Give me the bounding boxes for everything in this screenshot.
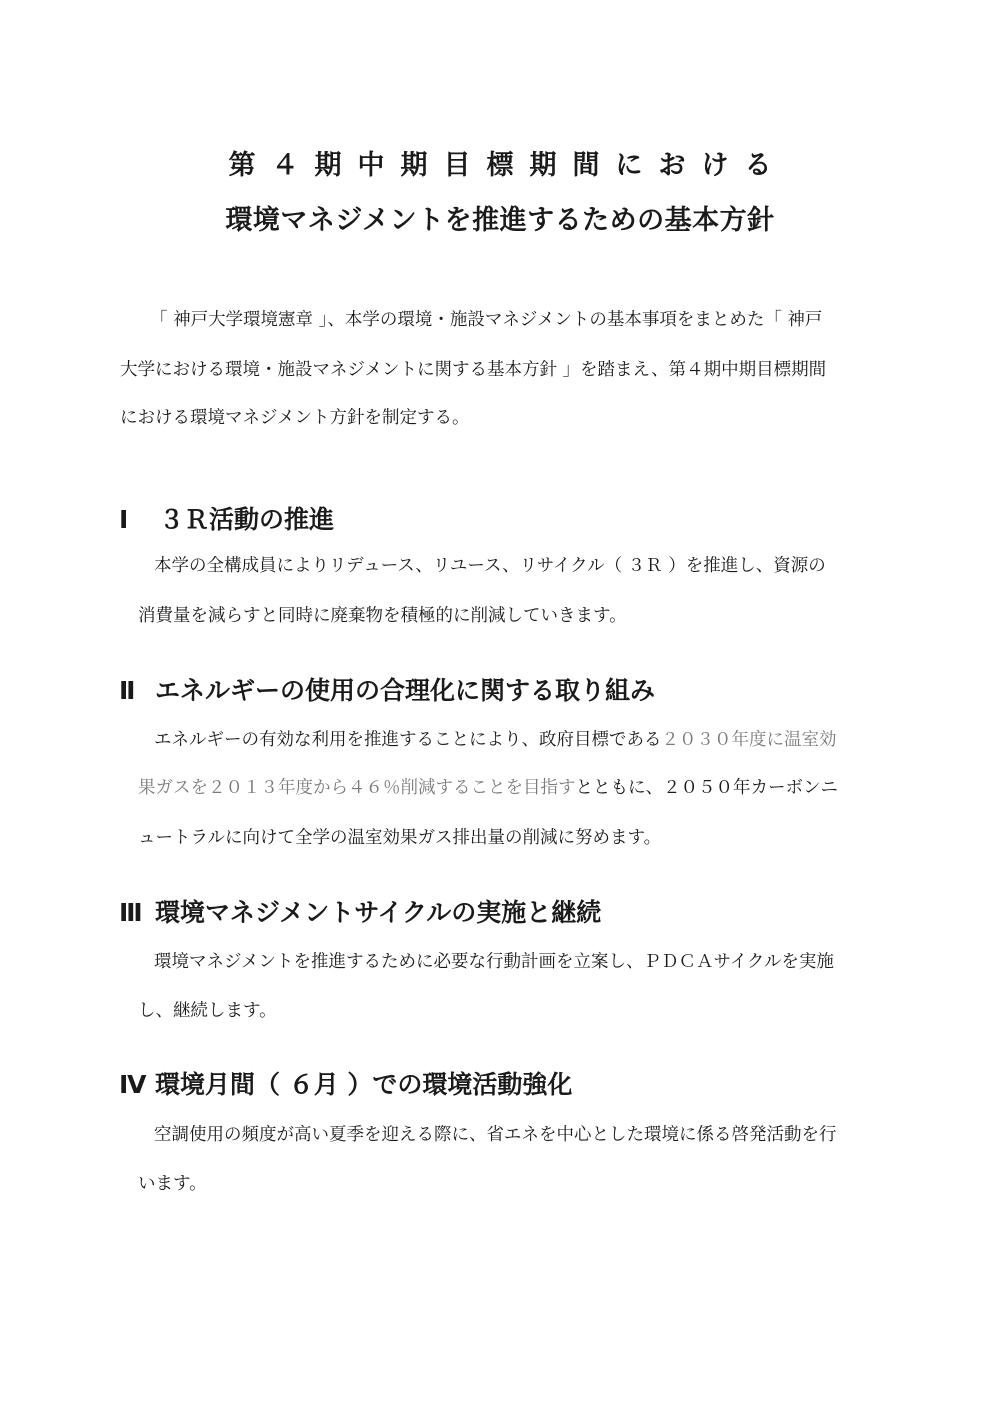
section-3-title: 環境マネジメントサイクルの実施と継続 <box>155 898 602 927</box>
section-4-number: Ⅳ <box>119 1070 147 1099</box>
intro-line-2: 大学における環境・施設マネジメントに関する基本方針 」を踏まえ、第４期中期目標期間 <box>120 360 827 380</box>
section-2-line-1-part-a: エネルギーの有効な利用を推進することにより、政府目標である <box>154 730 662 750</box>
section-4-line-1: 空調使用の頻度が高い夏季を迎える際に、省エネを中心とした環境に係る啓発活動を行 <box>154 1125 837 1145</box>
section-2-heading <box>119 676 655 706</box>
intro-line-3: における環境マネジメント方針を制定する。 <box>120 408 470 428</box>
section-2-line-2 <box>138 778 838 798</box>
section-2-line-3: ュートラルに向けて全学の温室効果ガス排出量の削減に努めます。 <box>138 828 662 848</box>
section-3-number: Ⅲ <box>119 898 143 927</box>
section-2-number: Ⅱ <box>119 676 136 705</box>
section-3-line-2: し、継続します。 <box>138 1001 277 1021</box>
title-line-1: 第４期中期目標期間における <box>228 150 788 181</box>
section-2-line-1-part-b: ２０３０年度に温室効 <box>661 730 837 750</box>
section-1-title: ３Ｒ活動の推進 <box>159 505 335 534</box>
section-2-line-1 <box>154 730 837 750</box>
section-3-line-1: 環境マネジメントを推進するために必要な行動計画を立案し、ＰＤＣＡサイクルを実施 <box>154 952 834 972</box>
section-2-line-2-part-b: とともに、２０５０年カーボンニ <box>575 778 838 798</box>
title-line-2: 環境マネジメントを推進するための基本方針 <box>225 205 775 236</box>
section-1-number: Ⅰ <box>119 505 129 534</box>
section-2-title: エネルギーの使用の合理化に関する取り組み <box>155 676 656 705</box>
section-1-heading <box>119 505 334 535</box>
section-1-line-2: 消費量を減らすと同時に廃棄物を積極的に削減していきます。 <box>138 606 627 626</box>
section-4-heading <box>119 1070 572 1100</box>
section-2-line-2-part-a: 果ガスを２０１３年度から４６％削減することを目指す <box>138 778 576 798</box>
section-4-title: 環境月間（ ６月 ）での環境活動強化 <box>155 1070 573 1099</box>
section-1-line-1: 本学の全構成員によりリデュース、リユース、リサイクル（ ３Ｒ ）を推進し、資源の <box>154 556 826 576</box>
intro-line-1: 「 神戸大学環境憲章 」、本学の環境・施設マネジメントの基本事項をまとめた「 神戸 <box>150 310 823 330</box>
section-3-heading <box>119 898 601 928</box>
section-4-line-2: います。 <box>138 1174 207 1194</box>
